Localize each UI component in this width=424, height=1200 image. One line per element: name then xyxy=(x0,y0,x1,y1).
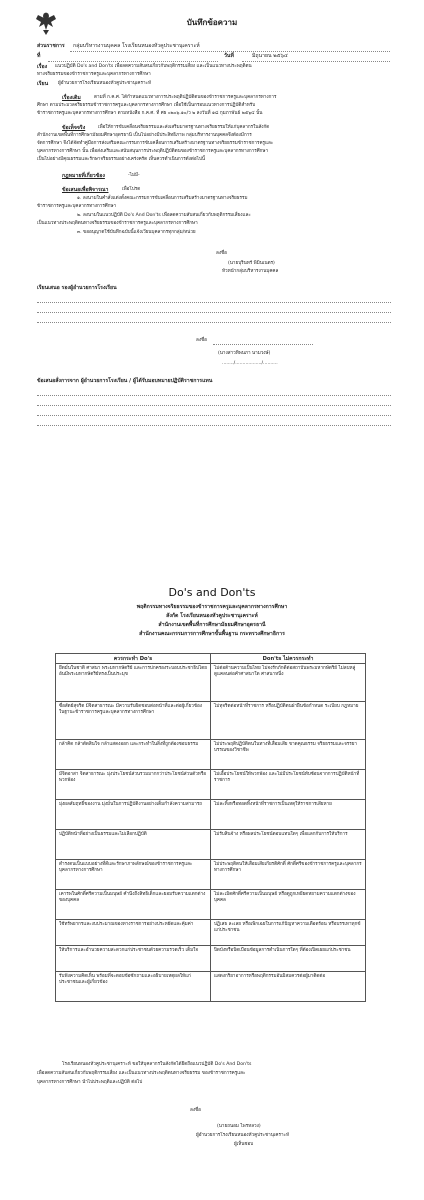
table-row xyxy=(56,702,366,740)
dont-cell: ไม่ประพฤติปฏิบัติตนในทางที่เสื่อมเสีย ขาดคุณธรรม จริยธรรมและจรรยาบรรณของวิชาชีพ xyxy=(211,740,366,770)
table-row xyxy=(56,830,366,860)
dont-cell: ไม่ทุจริตต่อหน้าที่ราชการ หรือปฏิบัติตนฝ่าฝืนข้อกำหนด ระเบียบ กฎหมาย xyxy=(211,702,366,740)
ref-label: ที่ xyxy=(37,53,41,59)
deputy-line-2 xyxy=(37,312,391,313)
signer-name: (นายบุรินทร์ พิมินเนตร) xyxy=(228,261,275,266)
table-row xyxy=(56,740,366,770)
do-cell: ปฏิบัติหน้าที่อย่างเป็นธรรมและไม่เลือกปฏิบัติ xyxy=(56,830,211,860)
director-heading: ข้อเสนอสั่งการจาก ผู้อำนวยการโรงเรียน / ผู้ได้รับมอบหมายปฏิบัติราชการแทน xyxy=(37,378,213,384)
do-cell: ดำรงตนเป็นแบบอย่างที่ดีและรักษาภาพลักษณ์ของข้าราชการครูและบุคลากรทางการศึกษา xyxy=(56,860,211,890)
column-header-dos: ควรกระทำ Do's xyxy=(56,654,211,664)
deputy-date: ......../................../.......... xyxy=(222,361,278,366)
director-line-4 xyxy=(37,425,391,426)
table-row xyxy=(56,972,366,1002)
dos-donts-subtitle-4: สำนักงานคณะกรรมการการศึกษาขั้นพื้นฐาน กระทรวงศึกษาธิการ xyxy=(139,631,285,637)
background-line-3: ข้าราชการครูและบุคลากรทางการศึกษา ตามหนังสือ ก.ค.ศ. ที่ ศธ ๐๒๐๖.๑๐/ว ๒ ลงวันที่ ๑๘ กุมภาพันธ์ ๒๕๖๔ นั้น xyxy=(37,111,263,116)
do-cell: ใช้ทรัพยากรและงบประมาณของทางราชการอย่างประหยัดและคุ้มค่า xyxy=(56,920,211,946)
agency-value: กลุ่มบริหารงานบุคคล โรงเรียนหนองหัวคูประชานุเคราะห์ xyxy=(73,43,200,49)
deputy-sign-label: ลงชื่อ xyxy=(196,338,207,343)
facts-line-4: บุคลากรทางการศึกษา นั้น เพื่อส่งเสริมและสนับสนุนการประพฤติปฏิบัติตนของข้าราชการครูและบุคลากรทางการศึกษา xyxy=(37,149,269,154)
proposal-3: ๓. ขออนุญาตใช้บันทึกฉบับนี้แจ้งเวียนบุคลากรทุกกลุ่ม/หน่วย xyxy=(77,230,196,235)
dont-cell: ไม่ละเมิดศักดิ์ศรีความเป็นมนุษย์ หรือดูถูกเหยียดหยามความแตกต่างของบุคคล xyxy=(211,890,366,920)
proposal-2b: เป็นแนวทางประพฤติตนทางจริยธรรมของข้าราชการครูและบุคลากรทางการศึกษา xyxy=(37,221,198,226)
facts-label: ข้อเท็จจริง xyxy=(62,125,86,131)
table-row xyxy=(56,860,366,890)
deputy-line-3 xyxy=(37,322,391,323)
background-line-1: ตามที่ ก.ค.ศ. ได้กำหนดแนวทางการประพฤติปฏิบัติตนของข้าราชการครูและบุคลากรทางการ xyxy=(94,95,277,100)
to-label: เรียน xyxy=(37,81,49,87)
director-role: ผู้อำนวยการโรงเรียนหนองหัวคูประชานุเคราะห์ xyxy=(196,1133,290,1138)
table-row xyxy=(56,890,366,920)
facts-line-3: จัดการศึกษา จึงได้จัดทำคู่มือการส่งเสริมคณะกรรมการขับเคลื่อนการเสริมสร้างมาตรฐานทางจริยธรรมข้าราชการครูและ xyxy=(37,141,274,146)
proposal-1b: ข้าราชการครูและบุคลากรทางการศึกษา xyxy=(37,204,117,209)
facts-line-1: เพื่อให้การขับเคลื่อนจริยธรรมและส่งเสริมมาตรฐานทางจริยธรรมให้แก่บุคลากรในสังกัด xyxy=(98,125,270,130)
deputy-sign-line xyxy=(213,344,313,345)
do-cell: กล้าคิด กล้าตัดสินใจ กล้าแสดงออก และกระทำในสิ่งที่ถูกต้องชอบธรรม xyxy=(56,740,211,770)
deputy-name: (นางสาวทิพนภา นามวงษ์) xyxy=(218,351,271,356)
director-line-2 xyxy=(37,405,391,406)
table-row xyxy=(56,800,366,830)
dos-donts-subtitle-3: สำนักงานเขตพื้นที่การศึกษามัธยมศึกษาอุดรธานี xyxy=(158,622,266,628)
do-cell: รับฟังความคิดเห็น พร้อมที่จะตอบข้อซักถามและอธิบายเหตุผลให้แก่ประชาชนและผู้เกี่ยวข้อง xyxy=(56,972,211,1002)
director-name: (นายถนอม ไพรหลวง) xyxy=(217,1124,261,1129)
memo-title: บันทึกข้อความ xyxy=(186,18,238,27)
dos-donts-title: Do's and Don'ts xyxy=(168,586,256,599)
dont-cell: ไม่ประพฤติตนให้เสื่อมเสียเกียรติศักดิ์ ศักดิ์ศรีของข้าราชการครูและบุคลากรทางการศึกษา xyxy=(211,860,366,890)
subject-label: เรื่อง xyxy=(37,64,48,70)
background-label: เรื่องเดิม xyxy=(62,95,81,101)
dont-cell: ไม่ละทิ้งหรือทอดทิ้งหน้าที่ราชการเป็นเหตุให้ราชการเสียหาย xyxy=(211,800,366,830)
table-row xyxy=(56,664,366,702)
director-line-1 xyxy=(37,395,391,396)
do-cell: มุ่งผลสัมฤทธิ์ของงาน มุ่งมั่นในการปฏิบัติงานอย่างเต็มกำลังความสามารถ xyxy=(56,800,211,830)
closing-line-3: บุคลากรทางการศึกษา นำไปประพฤติและปฏิบัติ ต่อไป xyxy=(37,1080,143,1085)
dos-donts-table xyxy=(55,653,366,1002)
ref-line xyxy=(48,61,218,62)
dont-cell: ปฏิเสธ ละเลย หรือเพิกเฉยในการแก้ปัญหาความเดือดร้อน หรือบรรเทาทุกข์แก่ประชาชน xyxy=(211,920,366,946)
closing-line-1: โรงเรียนหนองหัวคูประชานุเคราะห์ ขอให้บุคลากรในสังกัดได้ยึดถือแนวปฏิบัติ Do's And Don'ts xyxy=(62,1062,252,1067)
table-row xyxy=(56,920,366,946)
proposal-lead: เพื่อโปรด xyxy=(122,187,141,192)
table-row xyxy=(56,770,366,800)
law-label: กฎหมายที่เกี่ยวข้อง xyxy=(62,173,105,179)
law-value: -ไม่มี- xyxy=(128,173,140,178)
signature-label: ลงชื่อ xyxy=(216,251,227,256)
dont-cell: ไม่ต่อต้านความเป็นไทย ไม่จงรักภักดีต่อสถาบันพระมหากษัตริย์ ไม่ลบหลู่ดูแคลนต่อคำศาสนาใด ศาสนาหนึ่ง xyxy=(211,664,366,702)
dont-cell: แสดงกริยาอาการหรือพฤติกรรมอันมิสมควรต่อผู้มาติดต่อ xyxy=(211,972,366,1002)
agency-line xyxy=(70,51,390,52)
do-cell: มีจิตอาสา จิตสาธารณะ มุ่งประโยชน์ส่วนรวมมากกว่าประโยชน์ส่วนตัวหรือพวกพ้อง xyxy=(56,770,211,800)
do-cell: ซื่อสัตย์สุจริต มีจิตสาธารณะ มีความรับผิดชอบต่อหน้าที่และต่อผู้เกี่ยวข้องในฐานะข้าราชการครูและบุคลากรทางการศึกษา xyxy=(56,702,211,740)
signer-role: หัวหน้ากลุ่มบริหารงานบุคคล xyxy=(222,269,279,274)
column-header-donts: Don'ts ไม่ควรกระทำ xyxy=(211,654,366,664)
do-cell: เคารพในศักดิ์ศรีความเป็นมนุษย์ คำนึงถึงสิทธิเด็กและยอมรับความแตกต่างของบุคคล xyxy=(56,890,211,920)
dont-cell: ปิดบังหรือบิดเบือนข้อมูลการดำเนินการใดๆ ที่ต้องเปิดเผยแก่ประชาชน xyxy=(211,946,366,972)
dont-cell: ไม่เอื้อประโยชน์ให้พวกพ้อง และไม่มีประโยชน์ทับซ้อนจากการปฏิบัติหน้าที่ราชการ xyxy=(211,770,366,800)
date-label: วันที่ xyxy=(224,53,234,59)
facts-line-5: เป็นไปอย่างมีคุณธรรมและรักษาจริยธรรมอย่างเคร่งครัด เห็นควรดำเนินการดังต่อไปนี้ xyxy=(37,157,206,162)
table-header-row xyxy=(56,654,366,664)
deputy-line-1 xyxy=(37,302,391,303)
subject-line-2: ทางจริยธรรมของข้าราชการครูและบุคลากรทางการศึกษา xyxy=(37,72,151,77)
approver-label: ผู้เห็นชอบ xyxy=(234,1142,254,1147)
dont-cell: ไม่รับสินจ้าง หรือผลประโยชน์ตอบแทนใดๆ เพื่อแลกกับการให้บริการ xyxy=(211,830,366,860)
director-line-3 xyxy=(37,415,391,416)
proposal-1a: ๑. ลงนามในคำสั่งแต่งตั้งคณะกรรมการขับเคลื่อนการเสริมสร้างมาตรฐานทางจริยธรรม xyxy=(77,196,248,201)
do-cell: ยึดมั่นในชาติ ศาสนา พระมหากษัตริย์ และการปกครองระบอบประชาธิปไตยอันมีพระมหากษัตริย์ทรงเป็นประมุข xyxy=(56,664,211,702)
date-value: มิถุนายน ๒๕๖๔ xyxy=(252,53,288,59)
dos-donts-subtitle-1: พฤติกรรมทางจริยธรรมของข้าราชการครูและบุคลากรทางการศึกษา xyxy=(136,604,288,610)
date-line xyxy=(242,61,390,62)
deputy-heading: เรียนเสนอ รองผู้อำนวยการโรงเรียน xyxy=(37,285,117,291)
dos-donts-subtitle-2: สังกัด โรงเรียนหนองหัวคูประชานุเคราะห์ xyxy=(166,613,258,619)
facts-line-2: สำนักงานเขตพื้นที่การศึกษามัธยมศึกษาอุดรธานี เป็นไปอย่างมีประสิทธิภาพ กลุ่มบริหารงานบุคคลจึงต้องมีการ xyxy=(37,133,252,138)
to-value: ผู้อำนวยการโรงเรียนหนองหัวคูประชานุเคราะห์ xyxy=(58,81,152,86)
table-row xyxy=(56,946,366,972)
director-sign-label: ลงชื่อ xyxy=(190,1108,201,1113)
closing-line-2: เพื่อลดความสับสนเกี่ยวกับพฤติกรรมเสี่ยง และเป็นแนวทางประพฤติตนทางจริยธรรม ของข้าราชการครูและ xyxy=(37,1071,246,1076)
do-cell: ให้บริการและอำนวยความสะดวกแก่ประชาชนด้วยความรวดเร็ว เต็มใจ xyxy=(56,946,211,972)
proposal-label: ข้อเสนอเพื่อพิจารณา xyxy=(62,187,109,193)
subject-line-1: แนวปฏิบัติ Do's and Don'ts เพื่อลดความสับสนเกี่ยวกับพฤติกรรมเสี่ยง และเป็นแนวทางประพฤติตน xyxy=(55,64,252,69)
proposal-2a: ๒. ลงนามในแนวปฏิบัติ Do's And Don'ts เพื่อลดความสับสนเกี่ยวกับพฤติกรรมเสี่ยงและ xyxy=(77,213,251,218)
background-line-2: ศึกษา ตามประมวลจริยธรรมข้าราชการครูและบุคลากรทางการศึกษา เพื่อใช้เป็นกรอบแนวทางการปฏิบัติสำหรับ xyxy=(37,103,256,108)
agency-label: ส่วนราชการ xyxy=(37,43,65,49)
